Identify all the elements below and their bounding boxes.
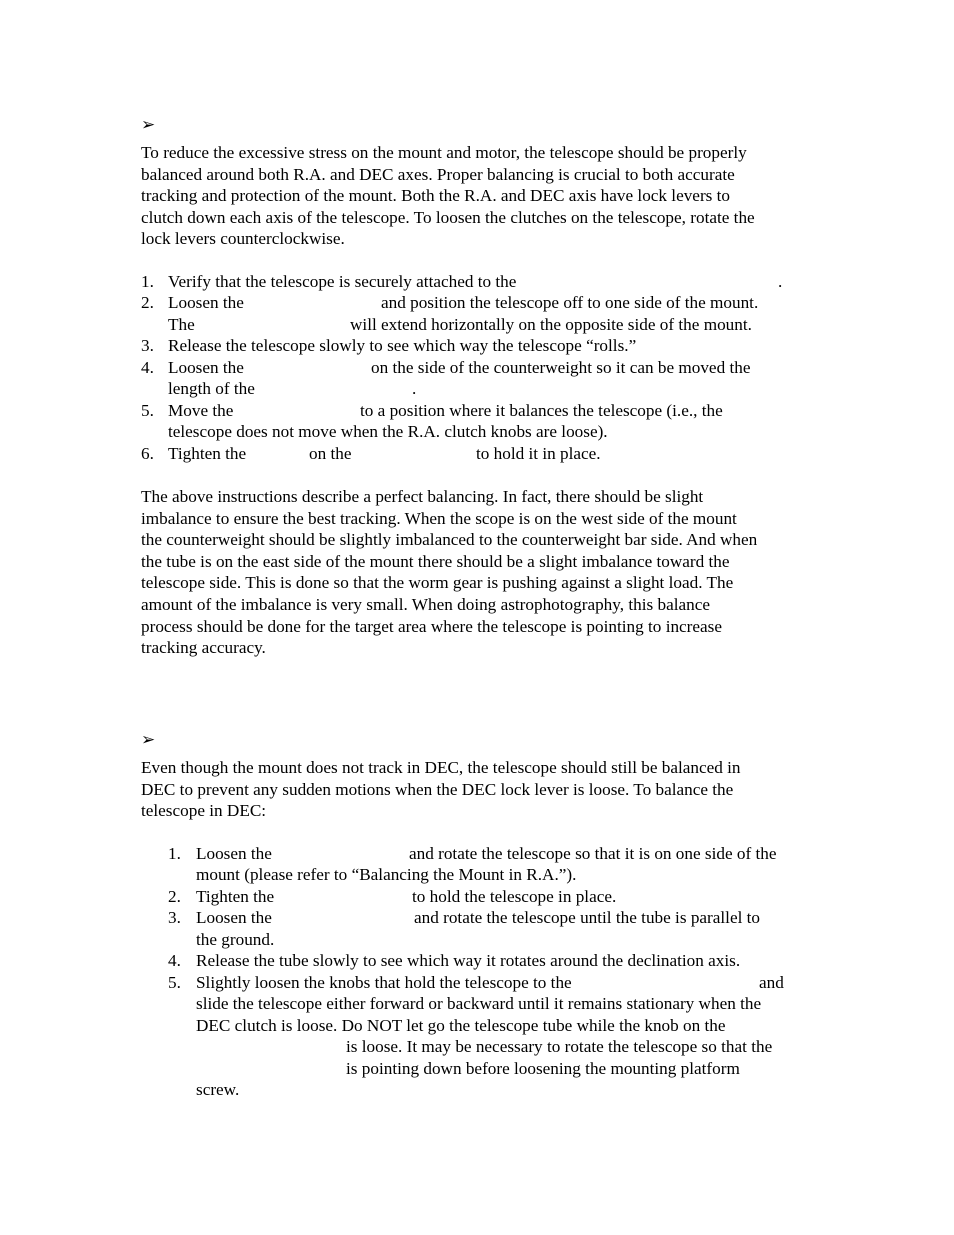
text-line: process should be done for the target area where the telescope is pointing to increase (141, 616, 722, 636)
section2-intro-paragraph (141, 757, 741, 822)
text-line: balanced around both R.A. and DEC axes. Proper balancing is crucial to both accurate (141, 164, 735, 184)
text-line: telescope in DEC: (141, 801, 267, 821)
section1-intro-paragraph (141, 142, 755, 250)
text-line: clutch down each axis of the telescope. To loosen the clutches on the telescope, rotate the (141, 207, 755, 227)
text-line: telescope side. This is done so that the worm gear is pushing against a slight load. The (141, 573, 734, 593)
text-line: To reduce the excessive stress on the mount and motor, the telescope should be properly (141, 143, 747, 162)
text-line: tracking accuracy. (141, 638, 266, 658)
text-line: the counterweight should be slightly imbalanced to the counterweight bar side. And when (141, 530, 758, 550)
section1-outro-paragraph (141, 486, 757, 659)
text-line: DEC to prevent any sudden motions when the DEC lock lever is loose. To balance the (141, 779, 734, 799)
text-line: The above instructions describe a perfect balancing. In fact, there should be slight (141, 487, 704, 506)
text-line: amount of the imbalance is very small. When doing astrophotography, this balance (141, 594, 710, 614)
text-line: lock levers counterclockwise. (141, 229, 345, 249)
text-line: Even though the mount does not track in DEC, the telescope should still be balanced in (141, 758, 741, 777)
bullet-arrow-icon-1: ➢ (141, 115, 156, 134)
text-line: tracking and protection of the mount. Both the R.A. and DEC axis have lock levers to (141, 186, 731, 206)
text-line: the tube is on the east side of the mount there should be a slight imbalance toward the (141, 551, 730, 571)
bullet-arrow-icon-2: ➢ (141, 730, 156, 749)
text-line: imbalance to ensure the best tracking. When the scope is on the west side of the mount (141, 508, 737, 528)
